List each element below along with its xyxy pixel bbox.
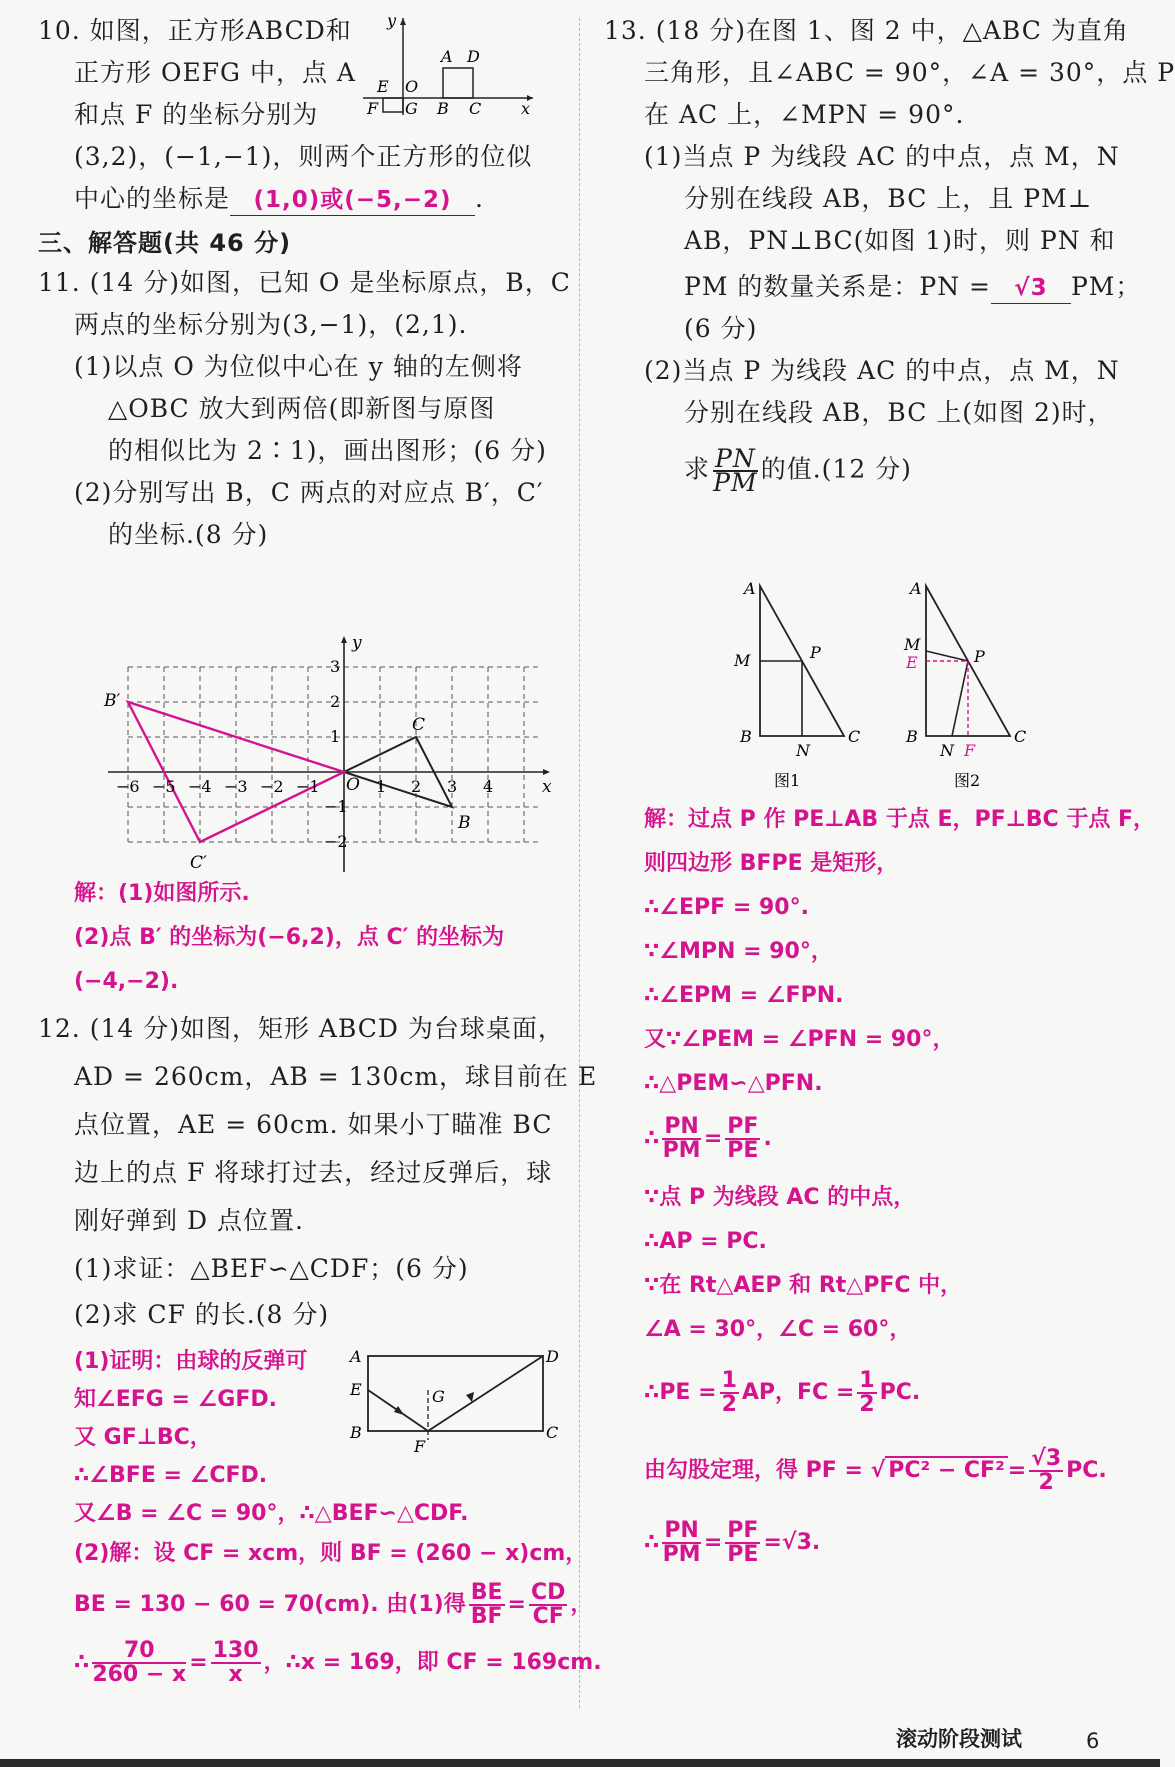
- label-B: B: [437, 99, 449, 118]
- q13-solution-line: 又∵∠PEM = ∠PFN = 90°，: [644, 1027, 955, 1052]
- label-A: A: [910, 579, 922, 598]
- y-axis-arrow: [341, 636, 347, 643]
- q13-line: (2)当点 P 为线段 AC 的中点，点 M，N: [644, 356, 1120, 385]
- fraction: $\frac{PN}{PM}$: [662, 1114, 701, 1163]
- label-F: F: [414, 1437, 426, 1456]
- label-D: D: [467, 47, 480, 66]
- arrow-fd: [466, 1392, 474, 1402]
- x-tick: −3: [224, 777, 248, 796]
- fraction: $\frac{CD}{CF}$: [530, 1580, 566, 1629]
- fraction: $\frac{BE}{BF}$: [470, 1580, 503, 1629]
- q10-line: 和点 F 的坐标分别为: [74, 100, 319, 129]
- rectangle-abcd: [368, 1356, 543, 1431]
- x-tick: 3: [447, 777, 458, 796]
- q13-solution-line: ∴△PEM∽△PFN.: [644, 1071, 823, 1096]
- q13-solution-line: ∴∠EPM = ∠FPN.: [644, 983, 844, 1008]
- bottom-bar: [0, 1759, 1160, 1767]
- q13-solution-line: ∵点 P 为线段 AC 的中点，: [644, 1185, 916, 1210]
- x-tick: −6: [116, 777, 140, 796]
- q13-line: (1)当点 P 为线段 AC 的中点，点 M，N: [644, 142, 1120, 171]
- q13-solution-line: ∵∠MPN = 90°，: [644, 939, 833, 964]
- q12-line: (2)求 CF 的长.(8 分): [74, 1300, 330, 1329]
- q12-line: 边上的点 F 将球打过去，经过反弹后，球: [74, 1158, 553, 1187]
- label-M: M: [734, 651, 751, 670]
- square-abcd: [443, 68, 473, 98]
- fraction: $\frac{PN}{PM}$: [662, 1518, 701, 1567]
- arrow-ef: [394, 1406, 404, 1415]
- fraction: $\frac{√3}{2}$: [1031, 1446, 1062, 1495]
- label-M: M: [904, 635, 921, 654]
- x-axis-arrow: [543, 769, 550, 775]
- sqrt-radicand: PC² − CF²: [885, 1456, 1007, 1483]
- label-B: B: [350, 1423, 362, 1442]
- q10-answer: (1,0)或(−5,−2): [230, 185, 475, 216]
- path-fd: [428, 1356, 543, 1431]
- label-C: C: [412, 715, 426, 735]
- q13-line: 三角形，且∠ABC = 90°，∠A = 30°，点 P: [644, 58, 1175, 87]
- q12-line: (1)求证：△BEF∽△CDF；(6 分): [74, 1254, 469, 1283]
- q11-line: 11. (14 分)如图，已知 O 是坐标原点，B，C: [38, 268, 571, 297]
- label-P: P: [974, 647, 985, 666]
- y-tick: 2: [330, 692, 341, 711]
- section-heading: 三、解答题(共 46 分): [38, 229, 292, 257]
- label-O: O: [405, 77, 419, 96]
- caption: 图2: [954, 771, 981, 790]
- x-tick: 1: [376, 777, 387, 796]
- q13-line: (6 分): [684, 314, 758, 343]
- q10-line: [74, 184, 484, 216]
- x-tick: −5: [152, 777, 176, 796]
- label-F: F: [964, 741, 976, 760]
- q12-line: AD = 260cm，AB = 130cm，球目前在 E: [74, 1062, 598, 1091]
- q10-figure: [363, 10, 543, 120]
- q12-solution-line: BE = 130 − 60 = 70(cm). 由(1)得 $\frac{BE}{BF}$ = $\frac{CD}{CF}$ ，: [74, 1580, 593, 1629]
- q13-solution-line: 解：过点 P 作 PE⊥AB 于点 E，PF⊥BC 于点 F，: [644, 807, 1156, 832]
- label-B-prime: B′: [104, 691, 121, 711]
- x-tick-labels: [116, 777, 493, 796]
- q13-solution-line: ∠A = 30°，∠C = 60°，: [644, 1317, 912, 1342]
- footer-title: 滚动阶段测试: [896, 1727, 1022, 1751]
- label-B: B: [740, 727, 752, 746]
- q13-solution-line: ∴ $\frac{PN}{PM}$ = $\frac{PF}{PE}$ .: [644, 1114, 772, 1163]
- column-divider: [579, 18, 580, 1708]
- label-B: B: [458, 813, 471, 833]
- y-tick: 3: [330, 657, 341, 676]
- label-C: C: [469, 99, 482, 118]
- q12-solution-line: 知∠EFG = ∠GFD.: [74, 1387, 278, 1412]
- q11-line: 两点的坐标分别为(3,−1)，(2,1).: [74, 310, 468, 339]
- y-tick: −1: [324, 797, 348, 816]
- label-F: F: [367, 99, 379, 118]
- q12-line: 12. (14 分)如图，矩形 ABCD 为台球桌面，: [38, 1014, 564, 1043]
- q12-billiard-figure: [348, 1340, 558, 1460]
- label-A: A: [744, 579, 756, 598]
- label-E: E: [377, 77, 389, 96]
- y-axis-arrow: [400, 18, 406, 25]
- x-tick: −4: [188, 777, 212, 796]
- q13-line: 求 $\frac{PN}{PM}$ 的值.(12 分): [684, 444, 912, 497]
- label-E: E: [906, 653, 918, 672]
- label-A: A: [350, 1347, 362, 1366]
- x-tick: −1: [296, 777, 320, 796]
- label-y: y: [352, 633, 362, 653]
- fraction: $\frac{PN}{PM}$: [713, 444, 758, 497]
- label-G: G: [405, 99, 418, 118]
- x-tick: 2: [411, 777, 422, 796]
- label-C: C: [848, 727, 861, 746]
- q12-line: 刚好弹到 D 点位置.: [74, 1206, 304, 1235]
- q13-solution-line: ∴∠EPF = 90°.: [644, 895, 809, 920]
- q13-solution-line: ∴AP = PC.: [644, 1229, 767, 1254]
- q11-line: △OBC 放大到两倍(即新图与原图: [108, 394, 496, 423]
- y-tick: 1: [330, 727, 341, 746]
- q13-solution-line: ∴PE = $\frac{1}{2}$ AP，FC = $\frac{1}{2}$ PC.: [644, 1368, 921, 1417]
- label-P: P: [810, 643, 821, 662]
- q13-line: 分别在线段 AB，BC 上，且 PM⊥: [684, 184, 1093, 213]
- q12-solution-line: (2)解：设 CF = xcm，则 BF = (260 − x)cm，: [74, 1541, 588, 1566]
- q13-solution-line: ∵在 Rt△AEP 和 Rt△PFC 中，: [644, 1273, 963, 1298]
- q11-line: (1)以点 O 为位似中心在 y 轴的左侧将: [74, 352, 523, 381]
- q12-solution-line: ∴ $\frac{70}{260 - x}$ = $\frac{130}{x}$ ，∴x = 169，即 CF = 169cm.: [74, 1638, 602, 1687]
- label-E: E: [350, 1380, 362, 1399]
- square-oefg: [383, 98, 403, 112]
- q13-line: AB，PN⊥BC(如图 1)时，则 PN 和: [684, 226, 1116, 255]
- y-tick: −2: [324, 832, 348, 851]
- q11-line: 的相似比为 2∶1)，画出图形；(6 分): [108, 436, 547, 465]
- x-tick: 4: [483, 777, 494, 796]
- q13-solution-line: 由勾股定理，得 PF = √ PC² − CF² = $\frac{√3}{2}$ PC.: [644, 1446, 1107, 1495]
- q11-line: (2)分别写出 B，C 两点的对应点 B′，C′: [74, 478, 544, 507]
- label-x: x: [542, 777, 552, 797]
- label-D: D: [546, 1347, 559, 1366]
- q12-solution-text: BE = 130 − 60 = 70(cm). 由(1)得: [74, 1592, 466, 1617]
- x-tick: −2: [260, 777, 284, 796]
- q10-line: (3,2)，(−1,−1)，则两个正方形的位似: [74, 142, 533, 171]
- q10-line: 正方形 OEFG 中，点 A: [74, 58, 356, 87]
- q12-solution-line: 又 GF⊥BC，: [74, 1425, 212, 1450]
- q13-line: 在 AC 上，∠MPN = 90°.: [644, 100, 965, 129]
- caption: 图1: [774, 771, 801, 790]
- fraction: $\frac{1}{2}$: [859, 1368, 875, 1417]
- fraction: $\frac{1}{2}$: [721, 1368, 737, 1417]
- q10-line: 10. 如图，正方形ABCD和: [38, 16, 352, 45]
- q10-period: .: [475, 184, 484, 213]
- segment-mp: [926, 651, 968, 661]
- q13-answer: √3: [991, 273, 1071, 304]
- q13-solution-line: 则四边形 BFPE 是矩形，: [644, 851, 899, 876]
- q11-coordinate-figure: [104, 632, 558, 877]
- q13-solution-line: ∴ $\frac{PN}{PM}$ = $\frac{PF}{PE}$ =√3.: [644, 1518, 821, 1567]
- q13-line: 分别在线段 AB，BC 上(如图 2)时，: [684, 398, 1114, 427]
- label-C-prime: C′: [190, 853, 207, 873]
- q10-line-text: 中心的坐标是: [74, 184, 231, 213]
- fraction: $\frac{130}{x}$: [212, 1638, 259, 1687]
- label-O: O: [346, 775, 360, 795]
- q12-solution-line: 又∠B = ∠C = 90°，∴△BEF∽△CDF.: [74, 1501, 469, 1526]
- q13-line: 13. (18 分)在图 1、图 2 中，△ABC 为直角: [604, 16, 1129, 45]
- label-A: A: [441, 47, 453, 66]
- label-y: y: [387, 11, 397, 30]
- label-x: x: [521, 99, 531, 118]
- q11-solution-line: 解：(1)如图所示.: [74, 881, 250, 906]
- q12-solution-line: (1)证明：由球的反弹可: [74, 1349, 308, 1374]
- label-G: G: [432, 1387, 445, 1406]
- label-C: C: [1014, 727, 1027, 746]
- q11-solution-line: (−4,−2).: [74, 969, 179, 994]
- fraction: $\frac{PF}{PE}$: [727, 1114, 759, 1163]
- label-N: N: [796, 741, 810, 760]
- q12-solution-line: ∴∠BFE = ∠CFD.: [74, 1463, 268, 1488]
- fraction: $\frac{PF}{PE}$: [727, 1518, 759, 1567]
- label-C: C: [546, 1423, 559, 1442]
- q13-figure-2: [904, 576, 1044, 794]
- fraction: $\frac{70}{260 - x}$: [92, 1638, 187, 1687]
- q11-solution-line: (2)点 B′ 的坐标为(−6,2)，点 C′ 的坐标为: [74, 925, 505, 950]
- segment-pn: [952, 661, 968, 736]
- q13-figure-1: [724, 576, 864, 794]
- q13-line: PM 的数量关系是：PN = √3 PM；: [684, 272, 1141, 304]
- q11-line: 的坐标.(8 分): [108, 520, 269, 549]
- label-N: N: [940, 741, 954, 760]
- q12-line: 点位置，AE = 60cm. 如果小丁瞄准 BC: [74, 1110, 553, 1139]
- label-B: B: [906, 727, 918, 746]
- page-number: 6: [1086, 1729, 1100, 1753]
